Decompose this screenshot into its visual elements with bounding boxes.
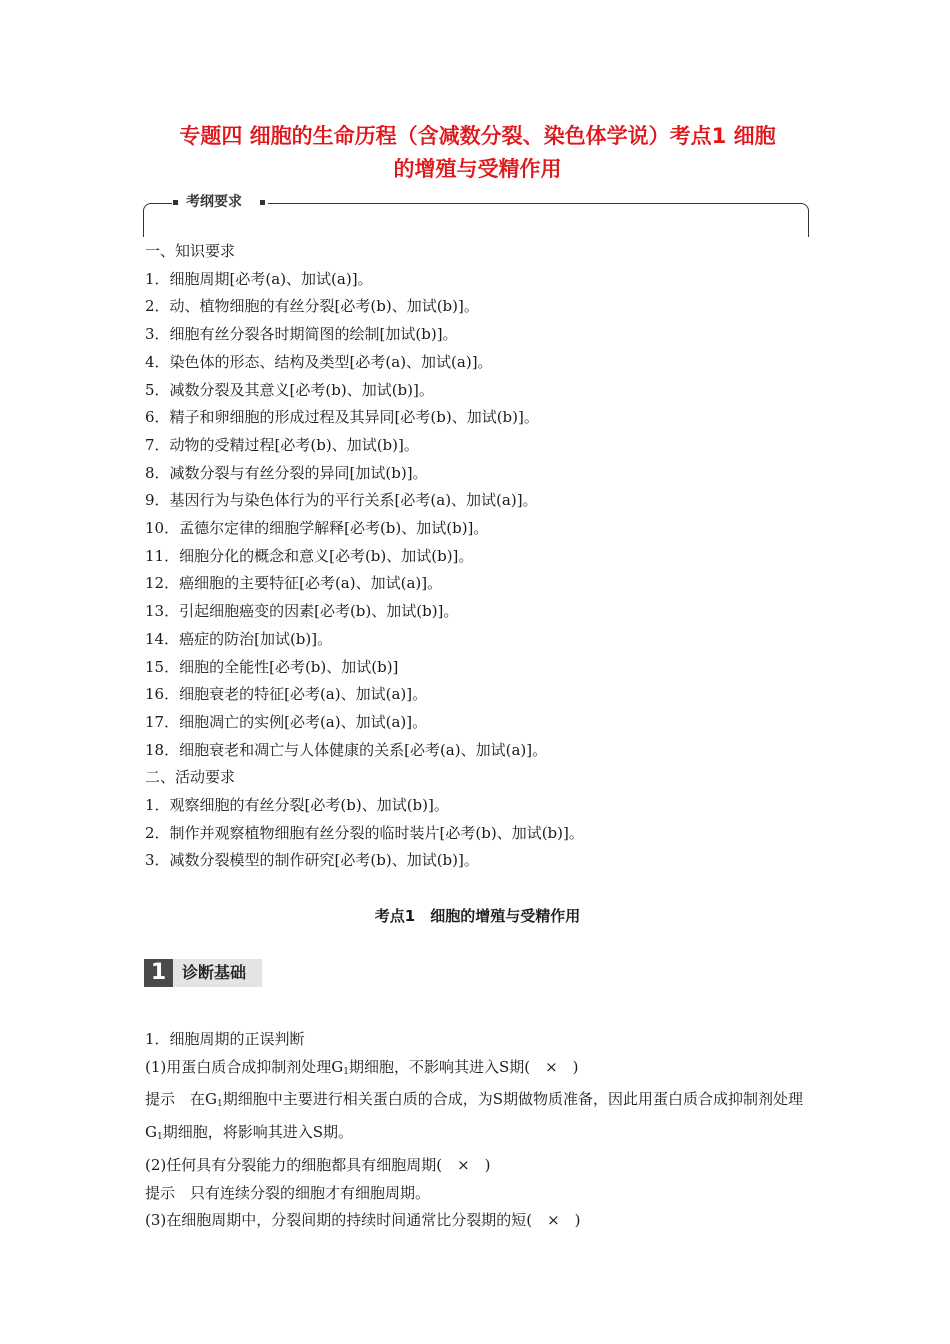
hint-text: 期细胞，将影响其进入S期。 [162, 1123, 353, 1142]
subscript: 1 [216, 1099, 223, 1110]
question-item: (3)在细胞周期中，分裂间期的持续时间通常比分裂期的短( × ) [145, 1211, 581, 1230]
requirement-line: 13．引起细胞癌变的因素[必考(b)、加试(b)]。 [145, 602, 459, 621]
requirement-line: 1．细胞周期[必考(a)、加试(a)]。 [145, 269, 373, 288]
requirement-line: 6．精子和卵细胞的形成过程及其异同[必考(b)、加试(b)]。 [145, 408, 539, 427]
question-text: (1)用蛋白质合成抑制剂处理G [145, 1057, 344, 1076]
question-item [145, 1054, 810, 1087]
hint-paragraph [145, 1086, 810, 1151]
requirement-line: 17．细胞凋亡的实例[必考(a)、加试(a)]。 [145, 712, 428, 731]
frame-left-border [143, 203, 172, 237]
title-line-1: 专题四 细胞的生命历程（含减数分裂、染色体学说）考点1 细胞 [179, 124, 776, 148]
requirement-line: 2．动、植物细胞的有丝分裂[必考(b)、加试(b)]。 [145, 297, 479, 316]
requirement-line: 9．基因行为与染色体行为的平行关系[必考(a)、加试(a)]。 [145, 491, 538, 510]
requirement-line: 16．细胞衰老的特征[必考(a)、加试(a)]。 [145, 685, 428, 704]
frame-dot-right [260, 200, 265, 205]
section-subheading: 考点1 细胞的增殖与受精作用 [374, 907, 581, 925]
hint-text: 提示 在G [145, 1090, 217, 1109]
requirement-line: 11．细胞分化的概念和意义[必考(b)、加试(b)]。 [145, 546, 474, 565]
section-number-badge: 1 [144, 959, 173, 987]
frame-dot-left [173, 200, 178, 205]
requirement-line: 15．细胞的全能性[必考(b)、加试(b)] [145, 657, 399, 676]
subscript: 1 [343, 1066, 349, 1077]
kaogang-frame [143, 194, 809, 236]
title-line-2: 的增殖与受精作用 [393, 157, 562, 181]
question-text: 期细胞，不影响其进入S期( × ) [348, 1057, 579, 1076]
frame-right-border [268, 203, 809, 237]
questions-block [145, 1026, 810, 1235]
document-title [145, 120, 810, 186]
requirement-line: 2．制作并观察植物细胞有丝分裂的临时装片[必考(b)、加试(b)]。 [145, 823, 584, 842]
section-label: 诊断基础 [182, 963, 247, 982]
requirement-line: 8．减数分裂与有丝分裂的异同[加试(b)]。 [145, 463, 428, 482]
hint-paragraph: 提示 只有连续分裂的细胞才有细胞周期。 [145, 1183, 431, 1202]
kaogang-label: 考纲要求 [183, 191, 245, 213]
requirement-line: 18．细胞衰老和凋亡与人体健康的关系[必考(a)、加试(a)]。 [145, 740, 548, 759]
subscript: 1 [156, 1132, 163, 1143]
requirement-line: 5．减数分裂及其意义[必考(b)、加试(b)]。 [145, 380, 434, 399]
question-title: 1．细胞周期的正误判断 [145, 1030, 305, 1048]
requirement-line: 3．细胞有丝分裂各时期简图的绘制[加试(b)]。 [145, 325, 458, 344]
requirement-line: 4．染色体的形态、结构及类型[必考(a)、加试(a)]。 [145, 352, 493, 371]
requirement-line: 12．癌细胞的主要特征[必考(a)、加试(a)]。 [145, 574, 443, 593]
requirement-line: 10．孟德尔定律的细胞学解释[必考(b)、加试(b)]。 [145, 519, 489, 538]
requirement-line: 二、活动要求 [145, 768, 236, 787]
hint-text: 期细胞中主要进行相关蛋白质的合成，为S期做物质准备，因此用蛋白质合成抑制剂处理G [145, 1090, 803, 1142]
requirement-line: 1．观察细胞的有丝分裂[必考(b)、加试(b)]。 [145, 796, 449, 815]
requirements-list [145, 238, 815, 875]
requirement-line: 14．癌症的防治[加试(b)]。 [145, 629, 333, 648]
requirement-line: 3．减数分裂模型的制作研究[必考(b)、加试(b)]。 [145, 851, 479, 870]
question-item: (2)任何具有分裂能力的细胞都具有细胞周期( × ) [145, 1155, 491, 1174]
requirement-line: 7．动物的受精过程[必考(b)、加试(b)]。 [145, 435, 419, 454]
section-header [144, 959, 262, 987]
requirement-line: 一、知识要求 [145, 242, 236, 260]
